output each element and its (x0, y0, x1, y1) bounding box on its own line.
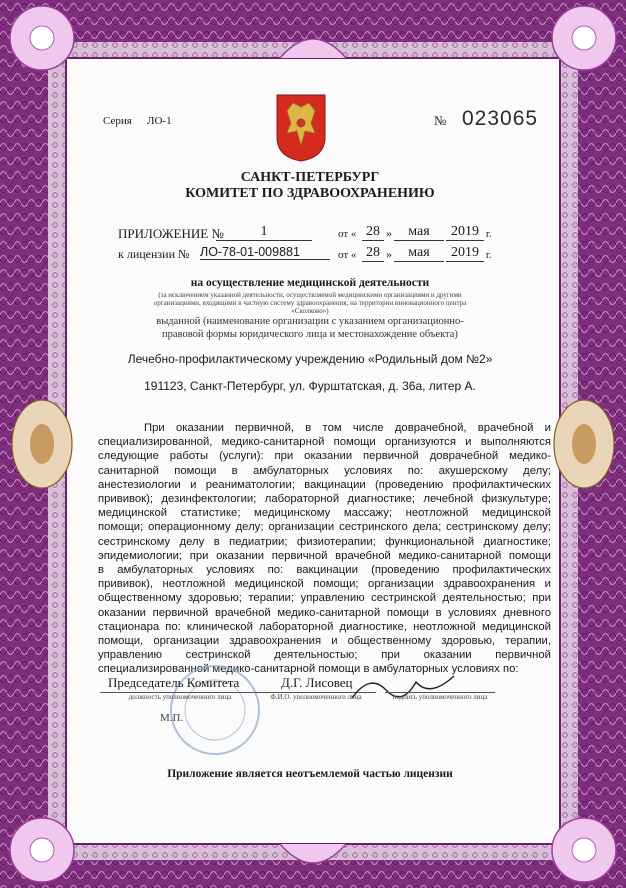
issued-caption-2: правовой формы юридического лица и местонахождение объекта) (162, 329, 458, 340)
license-reference: ЛО-78-01-009881 (200, 245, 330, 260)
services-line: При оказании первичной, в том числе доврачебной, врачебной и (144, 422, 551, 434)
committee-title: КОМИТЕТ ПО ЗДРАВООХРАНЕНИЮ (185, 186, 435, 201)
number-label: № (434, 113, 447, 128)
services-line: прививок), неотложной медицинской помощи; организации здравоохранения и (98, 578, 551, 591)
services-line: следующие работы (услуги): при оказании первичной доврачебной медико- (98, 450, 551, 463)
stamp-mark: М.П. (160, 712, 184, 724)
activity-note-3: «Сколково») (291, 307, 329, 315)
services-line: санитарной помощи в амбулаторных условиях по: акушерскому делу; (98, 464, 551, 477)
organization-address: 191123, Санкт-Петербург, ул. Фурштатская, д. 36а, литер А. (144, 379, 476, 393)
appendix-number: 1 (216, 224, 312, 241)
organization-name: Лечебно-профилактическому учреждению «Родильный дом №2» (127, 352, 493, 366)
month-2: мая (394, 245, 444, 262)
footer-note: Приложение является неотъемлемой частью лицензии (167, 768, 453, 780)
services-line: сестринскому делу в педиатрии; физиотерапии; функциональной диагностике; (98, 535, 551, 548)
year-2: 2019 (446, 245, 484, 262)
services-line: стационара по: клинической лабораторной диагностике, неотложной медицинской (98, 620, 551, 633)
position-caption: должность уполномоченного лица (100, 692, 260, 701)
g-1: г. (486, 229, 492, 240)
g-2: г. (486, 250, 492, 261)
services-line: анестезиологии и реаниматологии; вакцинации (проведению профилактических (98, 478, 551, 491)
services-line: эпидемиологии; при оказании первичной врачебной медико-санитарной помощи (98, 549, 551, 562)
coat-of-arms-icon (275, 93, 327, 163)
quote-2: » (386, 247, 392, 261)
services-line: специализированной, медико-санитарной помощи организуются и выполняются (98, 436, 551, 449)
quote-1: » (386, 226, 392, 240)
services-line: прививок); дезинфектологии; лабораторной диагностике; лечебной физкультуре; (98, 493, 551, 506)
license-label: к лицензии № (118, 247, 190, 261)
series-label: Серия (103, 115, 132, 127)
services-text (98, 421, 551, 677)
day-2: 28 (362, 245, 384, 262)
date-from-2: от « (338, 249, 357, 261)
services-line: помощи; операционному делу; организации сестринского дела; сестринскому делу; (98, 521, 551, 534)
services-line: помощи, организации здравоохранения и общественному здоровью, терапии, (98, 635, 551, 648)
signatory-name: Д.Г. Лисовец (281, 675, 353, 690)
appendix-label: ПРИЛОЖЕНИЕ № (118, 226, 224, 241)
activity-title: на осуществление медицинской деятельности (190, 277, 430, 289)
activity-note-2: организациями, входящими в частную систему здравоохранения, на территории инновационного центра (153, 299, 467, 307)
license-number: 023065 (462, 107, 539, 130)
services-line: медицинской статистике; медицинскому массажу; неотложной медицинской (98, 507, 551, 520)
issued-caption-1: выданной (наименование организации с указанием организационно- (156, 316, 464, 327)
services-line: оказании первичной врачебной медико-санитарной помощи в условиях дневного (98, 606, 551, 619)
date-from-1: от « (338, 228, 357, 240)
month-1: мая (394, 224, 444, 241)
day-1: 28 (362, 224, 384, 241)
year-1: 2019 (446, 224, 484, 241)
series-value: ЛО-1 (147, 115, 172, 127)
services-line: управлению сестринской деятельностью; при оказании первичной (98, 649, 551, 662)
signature-caption: подпись уполномоченного лица (385, 692, 495, 701)
services-line: специализированной медико-санитарной помощи в амбулаторных условиях по: (98, 663, 519, 676)
activity-note-1: (за исключением указанной деятельности, осуществляемой медицинскими организациями и другими (158, 291, 462, 299)
name-caption: Ф.И.О. уполномоченного лица (256, 692, 376, 701)
signature-icon (350, 668, 460, 708)
services-line: в амбулаторных условиях по: вакцинации (проведению профилактических (98, 564, 551, 577)
signatory-position: Председатель Комитета (108, 675, 240, 690)
city-title: САНКТ-ПЕТЕРБУРГ (240, 170, 380, 185)
services-line: общественному здоровью; терапии; управлению сестринской деятельностью; при (98, 592, 551, 605)
